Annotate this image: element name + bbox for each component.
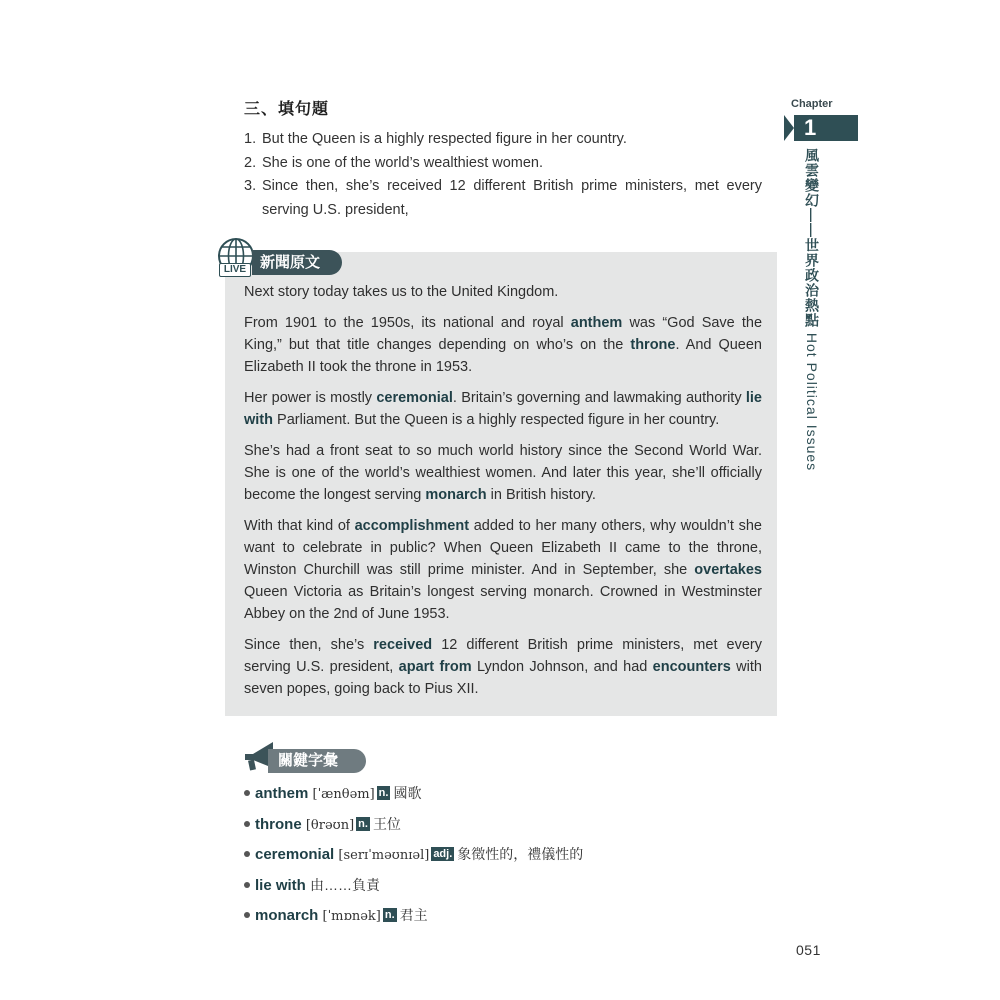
paragraph-text: Her power is mostly: [244, 390, 377, 406]
exercise-title: 三、填句題: [244, 101, 330, 118]
keyword: monarch: [425, 487, 487, 503]
vocab-phonetic: [serɪˈməʊnɪəl]: [338, 848, 430, 864]
part-of-speech-badge: n.: [384, 908, 395, 921]
keyword: apart from: [398, 659, 472, 675]
paragraph-text: added to her many others, why wouldn’t she want to celebrate in public? When Queen Elizabeth II came to the throne, Winston Churchill was still prime minister. And in September, she: [244, 518, 762, 578]
chapter-title-zh: 風雲變幻——世界政治熱點: [804, 148, 820, 328]
paragraph-text: Since then, she’s: [244, 637, 374, 653]
paragraph-text: 12 different British prime ministers, met every serving U.S. president,: [244, 637, 762, 675]
keyword: overtakes: [694, 562, 762, 578]
paragraph-text: Queen Victoria as Britain’s longest serving monarch. Crowned in Westminster Abbey on the 2nd of June 1953.: [244, 584, 762, 622]
exercise-item-number: 2.: [244, 154, 257, 171]
keyword: encounters: [652, 659, 731, 675]
vocab-word: throne: [255, 815, 302, 833]
vocab-meaning: 王位: [372, 815, 401, 832]
paragraph-text: with seven popes, going back to Pius XII.: [244, 659, 762, 697]
bullet-icon: [244, 821, 250, 827]
exercise-item-text: She is one of the world’s wealthiest women.: [262, 154, 544, 171]
keyword: lie with: [244, 390, 762, 428]
live-badge: LIVE: [219, 263, 251, 277]
page-number: 051: [796, 942, 821, 958]
news-paragraph: [244, 440, 762, 506]
chapter-label: Chapter: [791, 98, 833, 110]
paragraph-text: From 1901 to the 1950s, its national and royal: [244, 315, 571, 331]
part-of-speech-badge: n.: [358, 817, 368, 830]
vocab-item: [244, 779, 583, 810]
paragraph-text: Parliament. But the Queen is a highly respected figure in her country.: [273, 412, 720, 428]
vocab-item: [244, 840, 583, 871]
vocab-meaning: 由……負責: [310, 877, 381, 894]
exercise-list: [244, 128, 762, 222]
chapter-title-en: Hot Political Issues: [804, 328, 820, 472]
exercise-item: [244, 152, 762, 176]
vocab-tab-label: 關鍵字彙: [268, 749, 366, 773]
vocab-phonetic: [ˈænθəm]: [312, 787, 375, 802]
paragraph-text: . Britain’s governing and lawmaking authority: [452, 390, 746, 406]
news-body: [244, 281, 762, 709]
vocab-list: [244, 779, 583, 932]
exercise-item: [244, 128, 762, 152]
exercise-item-number: 3.: [244, 178, 257, 194]
vocab-meaning: 國歌: [393, 785, 422, 801]
chapter-bar: [784, 115, 858, 141]
exercise-item-text: Since then, she’s received 12 different British prime ministers, met every serving U.S. president,: [262, 178, 762, 218]
chapter-title: [802, 148, 822, 471]
vocab-item: [244, 871, 583, 901]
vocab-meaning: 象徵性的，禮儀性的: [457, 846, 584, 863]
news-paragraph: [244, 312, 762, 378]
keyword: throne: [630, 337, 676, 353]
paragraph-text: With that kind of: [244, 518, 355, 534]
paragraph-text: was “God Save the King,” but that title changes depending on who’s on the: [244, 315, 763, 353]
paragraph-text: . And Queen Elizabeth II took the throne in 1953.: [244, 337, 762, 375]
paragraph-text: Next story today takes us to the United Kingdom.: [244, 284, 559, 300]
news-paragraph: [244, 634, 762, 700]
vocab-word: lie with: [255, 877, 306, 895]
vocab-item: [244, 901, 583, 932]
exercise-item: [244, 175, 762, 222]
keyword: received: [373, 637, 433, 653]
vocab-word: ceremonial: [255, 846, 335, 864]
vocab-word: anthem: [255, 785, 309, 802]
vocab-phonetic: [θrəʊn]: [305, 817, 355, 833]
vocab-phonetic: [ˈmɒnək]: [322, 908, 381, 924]
bullet-icon: [244, 790, 250, 796]
paragraph-text: in British history.: [486, 487, 596, 503]
vocab-item: [244, 810, 583, 841]
keyword: anthem: [570, 315, 623, 331]
chapter-number: 1: [804, 115, 817, 140]
paragraph-text: She’s had a front seat to so much world history since the Second World War. She is one of the world’s wealthiest women. And later this year, she’ll officially become the longest serving: [244, 443, 762, 503]
exercise-item-number: 1.: [244, 131, 257, 147]
bullet-icon: [244, 851, 250, 857]
part-of-speech-badge: n.: [378, 787, 389, 800]
news-paragraph: [244, 281, 762, 303]
bullet-icon: [244, 912, 250, 918]
keyword: accomplishment: [354, 518, 470, 534]
chapter-notch: [784, 115, 794, 141]
news-paragraph: [244, 387, 762, 431]
bullet-icon: [244, 882, 250, 888]
part-of-speech-badge: adj.: [433, 848, 453, 861]
vocab-word: monarch: [255, 906, 319, 924]
news-tab-label: 新聞原文: [252, 250, 342, 275]
news-paragraph: [244, 515, 762, 625]
exercise-item-text: But the Queen is a highly respected figure in her country.: [262, 131, 627, 147]
keyword: ceremonial: [376, 390, 453, 406]
paragraph-text: Lyndon Johnson, and had: [471, 659, 653, 675]
vocab-meaning: 君主: [399, 906, 428, 923]
